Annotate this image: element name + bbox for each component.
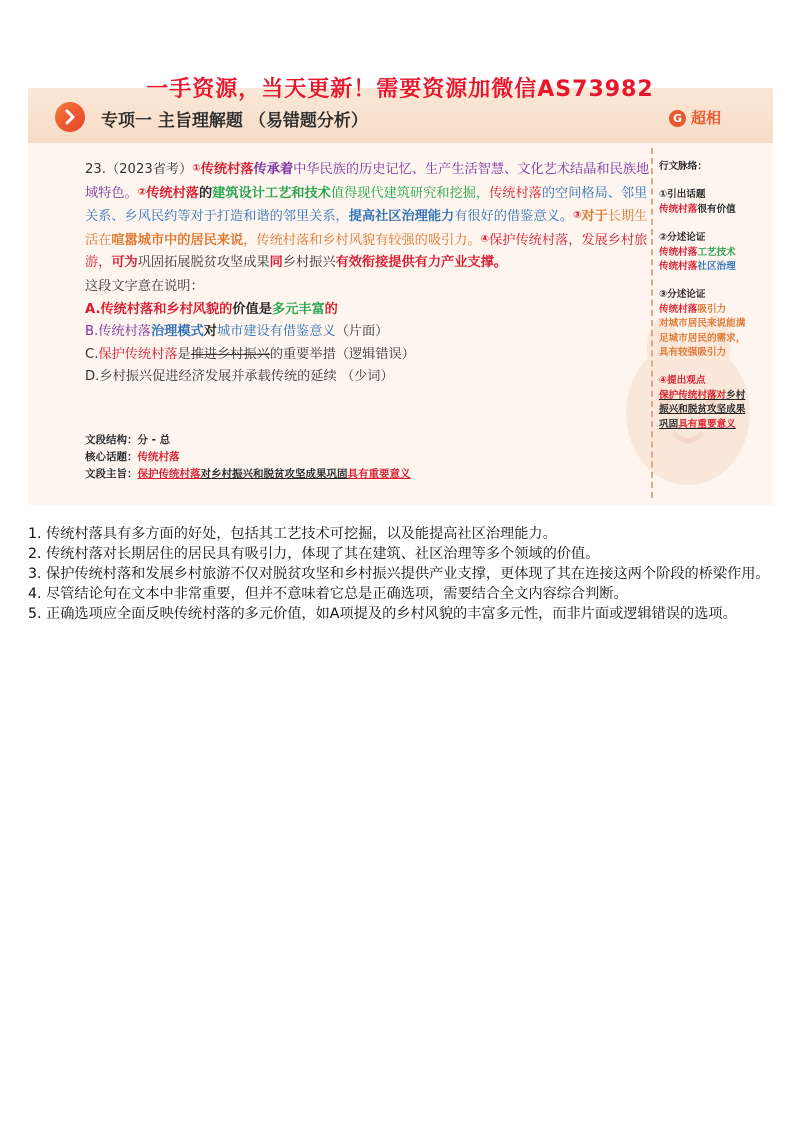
note-item: 1. 传统村落具有多方面的好处，包括其工艺技术可挖掘，以及能提高社区治理能力。 bbox=[28, 526, 557, 542]
marker-3: ③ bbox=[572, 210, 582, 222]
sentence-text: 乡村振兴 bbox=[282, 255, 336, 271]
note-item: 5. 正确选项应全面反映传统村落的多元价值，如A项提及的乡村风貌的丰富多元性，而非片面或逻辑错误的选项。 bbox=[28, 606, 737, 622]
outline-keyword: 传统村落 bbox=[659, 203, 698, 215]
keyword: 传统村落 bbox=[489, 185, 542, 201]
sentence-text: 中华民族的历史记忆、生产生活智慧、文化艺术结晶和民族地域特色。 bbox=[85, 162, 650, 201]
keyword: 对于 bbox=[581, 209, 608, 225]
structure-label: 文段结构： bbox=[85, 434, 138, 446]
note-item: 3. 保护传统村落和发展乡村旅游不仅对脱贫攻坚和乡村振兴提供产业支撑，更体现了其在连接这两个阶段的桥梁作用。 bbox=[28, 566, 770, 582]
sentence-text: 长期生活在 bbox=[85, 209, 648, 248]
outline-keyword: 保护传统村落对 bbox=[659, 389, 727, 401]
structure-value: 保护传统村落 bbox=[137, 468, 201, 480]
outline-line: 具有较强吸引力 bbox=[659, 347, 727, 359]
option-b[interactable] bbox=[85, 321, 650, 344]
analysis-notes bbox=[28, 524, 773, 624]
option-c[interactable] bbox=[85, 344, 650, 367]
keyword: 建筑设计工艺和技术 bbox=[212, 185, 331, 201]
question-body bbox=[85, 158, 650, 389]
structure-value: 具有重要意义 bbox=[347, 468, 411, 480]
keyword: 提高社区治理能力 bbox=[348, 209, 455, 225]
outline-keyword: 传统村落 bbox=[659, 303, 698, 315]
marker-1: ① bbox=[192, 163, 201, 174]
sentence-text: 有很好的借鉴意义。 bbox=[454, 209, 573, 225]
option-text: 保护传统村落 bbox=[98, 346, 178, 362]
outline-line bbox=[659, 389, 767, 403]
lesson-slide bbox=[28, 88, 773, 505]
outline-keyword: 具有重要意义 bbox=[678, 418, 736, 430]
structure-value: 分 - 总 bbox=[137, 434, 171, 446]
option-text: 多元丰富 bbox=[271, 301, 325, 317]
outline-step-title: ③分述论证 bbox=[659, 289, 706, 301]
keyword: 传统村落 bbox=[146, 185, 199, 201]
note-item: 2. 传统村落对长期居住的居民具有吸引力，体现了其在建筑、社区治理等多个领域的价值。 bbox=[28, 546, 600, 562]
note-item: 4. 尽管结论句在文本中非常重要，但并不意味着它总是正确选项，需要结合全文内容综合判断。 bbox=[28, 586, 628, 602]
option-text: 推进乡村振兴 bbox=[190, 346, 270, 362]
outline-line bbox=[659, 418, 767, 432]
outline-text: 乡村 bbox=[726, 389, 746, 401]
section-title: 专项一 主旨理解题 （易错题分析） bbox=[101, 111, 368, 131]
outline-line bbox=[659, 203, 767, 217]
option-text: 是 bbox=[177, 346, 191, 362]
option-text: D.乡村振兴促进经济发展并承载传统的延续 bbox=[85, 369, 337, 385]
outline-text: 吸引力 bbox=[697, 303, 727, 315]
option-text: A.传统村落和乡村风貌的 bbox=[85, 301, 233, 317]
option-text: 城市建设有借鉴意义 bbox=[216, 324, 336, 340]
outline-text: 工艺技术 bbox=[697, 246, 736, 258]
sentence-text: 的空间格局、邻里关系、乡风民约等对于打造和谐的邻里关系， bbox=[85, 185, 648, 225]
question-paragraph bbox=[85, 158, 650, 275]
sentence-text: 巩固拓展脱贫攻坚成果 bbox=[137, 255, 270, 271]
structure-label: 文段主旨： bbox=[85, 468, 138, 480]
keyword: 同 bbox=[269, 255, 283, 271]
structure-row bbox=[85, 466, 411, 483]
outline-step-title: ④提出观点 bbox=[659, 375, 706, 387]
option-note: （片面） bbox=[335, 324, 389, 340]
option-d[interactable] bbox=[85, 366, 650, 389]
outline-step-title: ②分述论证 bbox=[659, 232, 706, 244]
marker-2: ② bbox=[137, 186, 147, 198]
outline-line bbox=[659, 260, 767, 274]
option-text: 的 bbox=[324, 301, 338, 317]
structure-value: 乡村振兴和脱贫攻坚成果巩固 bbox=[211, 468, 348, 480]
marker-4: ④ bbox=[480, 233, 490, 245]
promo-banner: 一手资源，当天更新！需要资源加微信AS73982 bbox=[146, 77, 654, 102]
brand-icon: G bbox=[669, 110, 686, 127]
brand-logo bbox=[669, 107, 721, 128]
sentence-text: 值得现代建筑研究和挖掘， bbox=[330, 185, 490, 201]
sidebar-title: 行文脉络： bbox=[659, 161, 707, 172]
outline-line bbox=[659, 303, 767, 317]
option-text: 的重要举措 bbox=[269, 346, 336, 362]
keyword: 保护传统村落 bbox=[489, 232, 569, 248]
keyword: 喧嚣城市中的居民来说 bbox=[111, 232, 244, 248]
outline-text: 很有价值 bbox=[697, 203, 736, 215]
keyword: 可为 bbox=[111, 255, 138, 271]
divider bbox=[651, 148, 653, 498]
outline-keyword: 传统村落 bbox=[659, 261, 698, 273]
sentence-text: ，传统村落和乡村风貌有较强的吸引力。 bbox=[243, 232, 481, 248]
outline-line bbox=[659, 246, 767, 260]
option-text: B.传统村落 bbox=[85, 324, 151, 340]
option-text: 对 bbox=[203, 324, 217, 340]
outline-text: 巩固 bbox=[659, 418, 679, 430]
structure-row bbox=[85, 432, 411, 449]
outline-line: 足城市居民的需求， bbox=[659, 332, 746, 344]
brand-name: 超相 bbox=[690, 109, 721, 127]
option-a[interactable] bbox=[85, 299, 650, 322]
outline-sidebar bbox=[659, 160, 767, 432]
outline-keyword: 传统村落 bbox=[659, 246, 698, 258]
option-text: 治理模式 bbox=[151, 324, 204, 340]
sentence-text: ，发展乡村旅游， bbox=[85, 232, 648, 271]
option-note: （逻辑错误） bbox=[335, 346, 415, 362]
question-prompt: 这段文字意在说明： bbox=[85, 278, 204, 294]
keyword: 传统村落 bbox=[200, 162, 254, 177]
outline-text: 社区治理 bbox=[697, 261, 736, 273]
structure-label: 核心话题： bbox=[85, 451, 138, 463]
question-number: 23.（2023省考） bbox=[85, 162, 193, 177]
passage-structure bbox=[85, 432, 411, 483]
keyword: 有效衔接提供有力产业支撑。 bbox=[335, 255, 507, 271]
chevron-right-icon bbox=[55, 102, 85, 132]
option-note: （少词） bbox=[340, 369, 394, 385]
outline-step-title: ①引出话题 bbox=[659, 189, 706, 201]
answer-options bbox=[85, 276, 650, 389]
structure-value: 对 bbox=[200, 468, 211, 480]
option-text: 价值是 bbox=[232, 301, 272, 317]
option-text: C. bbox=[85, 346, 99, 362]
keyword: 传承着 bbox=[253, 162, 294, 177]
structure-value: 传统村落 bbox=[137, 451, 180, 463]
outline-line: 振兴和脱贫攻坚成果 bbox=[659, 404, 746, 416]
sentence-text: 的 bbox=[198, 185, 213, 201]
structure-row bbox=[85, 449, 411, 466]
outline-line: 对城市居民来说能满 bbox=[659, 318, 746, 330]
